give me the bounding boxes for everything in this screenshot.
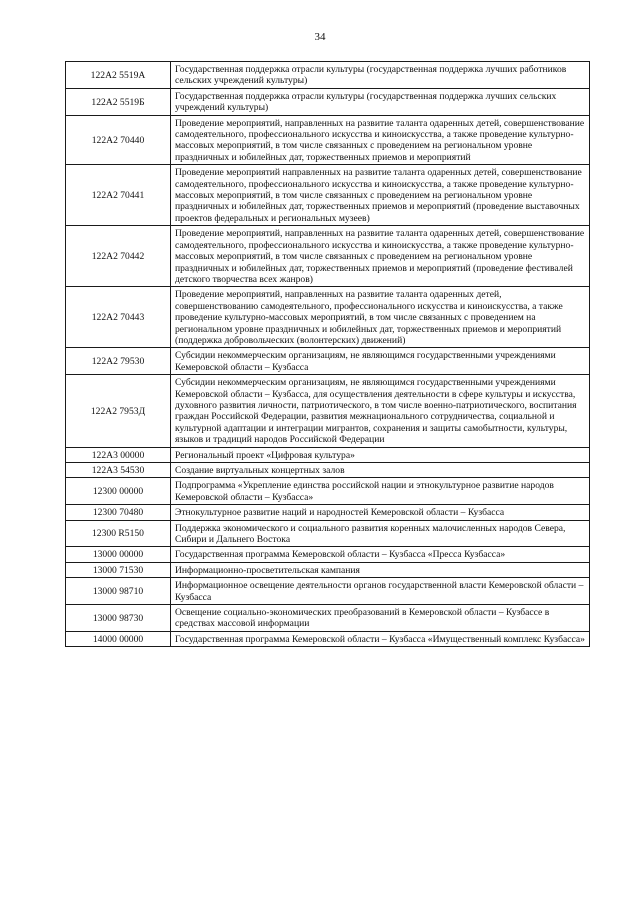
row-description: Проведение мероприятий, направленных на развитие таланта одаренных детей, совершенствование самодеятельного, профессионального искусства и киноискусства, а также проведение культурно-массовых мероприятий, в том числе связанных с проведением на региональном уровне праздничных и юбилейных дат, торжественных приемов и мероприятий: [171, 115, 590, 165]
table-row: [66, 447, 590, 462]
table-row: [66, 115, 590, 165]
row-code: 122A2 70443: [66, 287, 171, 348]
row-code: 12300 R5150: [66, 520, 171, 547]
table-row: [66, 348, 590, 375]
table-row: [66, 62, 590, 89]
row-description: Освещение социально-экономических преобразований в Кемеровской области – Кузбассе в средствах массовой информации: [171, 605, 590, 632]
table-row: [66, 478, 590, 505]
table-row: [66, 505, 590, 520]
row-description: Информационное освещение деятельности органов государственной власти Кемеровской области – Кузбасса: [171, 578, 590, 605]
row-description: Создание виртуальных концертных залов: [171, 463, 590, 478]
row-code: 122A2 5519А: [66, 62, 171, 89]
table-row: [66, 605, 590, 632]
row-description: Проведение мероприятий, направленных на развитие таланта одаренных детей, совершенствование самодеятельного, профессионального искусства и киноискусства, а также проведение культурно-массовых мероприятий, в том числе связанных с проведением на региональном уровне праздничных и юбилейных дат, торжественных приемов и мероприятий (проведение фестивалей детского творчества всех жанров): [171, 226, 590, 287]
row-description: Информационно-просветительская кампания: [171, 562, 590, 577]
row-code: 122A2 7953Д: [66, 375, 171, 447]
table-row: [66, 520, 590, 547]
row-description: Государственная поддержка отрасли культуры (государственная поддержка лучших сельских учреждений культуры): [171, 88, 590, 115]
row-description: Проведение мероприятий направленных на развитие таланта одаренных детей, совершенствование самодеятельного, профессионального искусства и киноискусства, а также проведение культурно-массовых мероприятий, в том числе связанных с проведением на региональном уровне праздничных и юбилейных дат, торжественных приемов и мероприятий (проведение выставочных проектов федеральных и региональных музеев): [171, 165, 590, 226]
table-row: [66, 88, 590, 115]
row-code: 13000 71530: [66, 562, 171, 577]
row-description: Поддержка экономического и социального развития коренных малочисленных народов Севера, Сибири и Дальнего Востока: [171, 520, 590, 547]
row-description: Субсидии некоммерческим организациям, не являющимся государственными учреждениями Кемеровской области – Кузбасса, для осуществления деятельности в сфере культуры и искусства, духовного развития личности, патриотического, в том числе военно-патриотического, воспитания граждан Российской Федерации, развития межнационального сотрудничества, социальной и культурной адаптации и интеграции мигрантов, сохранения и защиты самобытности, культуры, языков и традиций народов Российской Федерации: [171, 375, 590, 447]
row-code: 13000 98730: [66, 605, 171, 632]
table-row: [66, 165, 590, 226]
row-code: 122A3 00000: [66, 447, 171, 462]
row-code: 12300 00000: [66, 478, 171, 505]
row-code: 13000 00000: [66, 547, 171, 562]
row-description: Региональный проект «Цифровая культура»: [171, 447, 590, 462]
row-description: Государственная программа Кемеровской области – Кузбасса «Имущественный комплекс Кузбасса»: [171, 631, 590, 646]
row-code: 13000 98710: [66, 578, 171, 605]
row-description: Государственная программа Кемеровской области – Кузбасса «Пресса Кузбасса»: [171, 547, 590, 562]
row-code: 14000 00000: [66, 631, 171, 646]
row-code: 12300 70480: [66, 505, 171, 520]
row-description: Субсидии некоммерческим организациям, не являющимся государственными учреждениями Кемеровской области – Кузбасса: [171, 348, 590, 375]
budget-classification-table: [65, 61, 590, 647]
row-code: 122A2 70442: [66, 226, 171, 287]
page-number: 34: [314, 31, 326, 43]
row-description: Проведение мероприятий, направленных на развитие таланта одаренных детей, совершенствованию самодеятельного, профессионального искусства и киноискусства, а также проведение культурно-массовых мероприятий, в том числе связанных с проведением на региональном уровне праздничных и юбилейных дат, торжественных приемов и мероприятий (поддержка добровольческих (волонтерских) движений): [171, 287, 590, 348]
row-code: 122A2 79530: [66, 348, 171, 375]
table-row: [66, 226, 590, 287]
table-row: [66, 578, 590, 605]
row-code: 122A2 70441: [66, 165, 171, 226]
row-description: Подпрограмма «Укрепление единства российской нации и этнокультурное развитие народов Кемеровской области – Кузбасса»: [171, 478, 590, 505]
row-description: Этнокультурное развитие наций и народностей Кемеровской области – Кузбасса: [171, 505, 590, 520]
row-code: 122A3 54530: [66, 463, 171, 478]
row-code: 122A2 5519Б: [66, 88, 171, 115]
table-row: [66, 631, 590, 646]
table-row: [66, 463, 590, 478]
row-code: 122A2 70440: [66, 115, 171, 165]
table-row: [66, 375, 590, 447]
row-description: Государственная поддержка отрасли культуры (государственная поддержка лучших работников сельских учреждений культуры): [171, 62, 590, 89]
table-row: [66, 562, 590, 577]
table-row: [66, 287, 590, 348]
table-row: [66, 547, 590, 562]
